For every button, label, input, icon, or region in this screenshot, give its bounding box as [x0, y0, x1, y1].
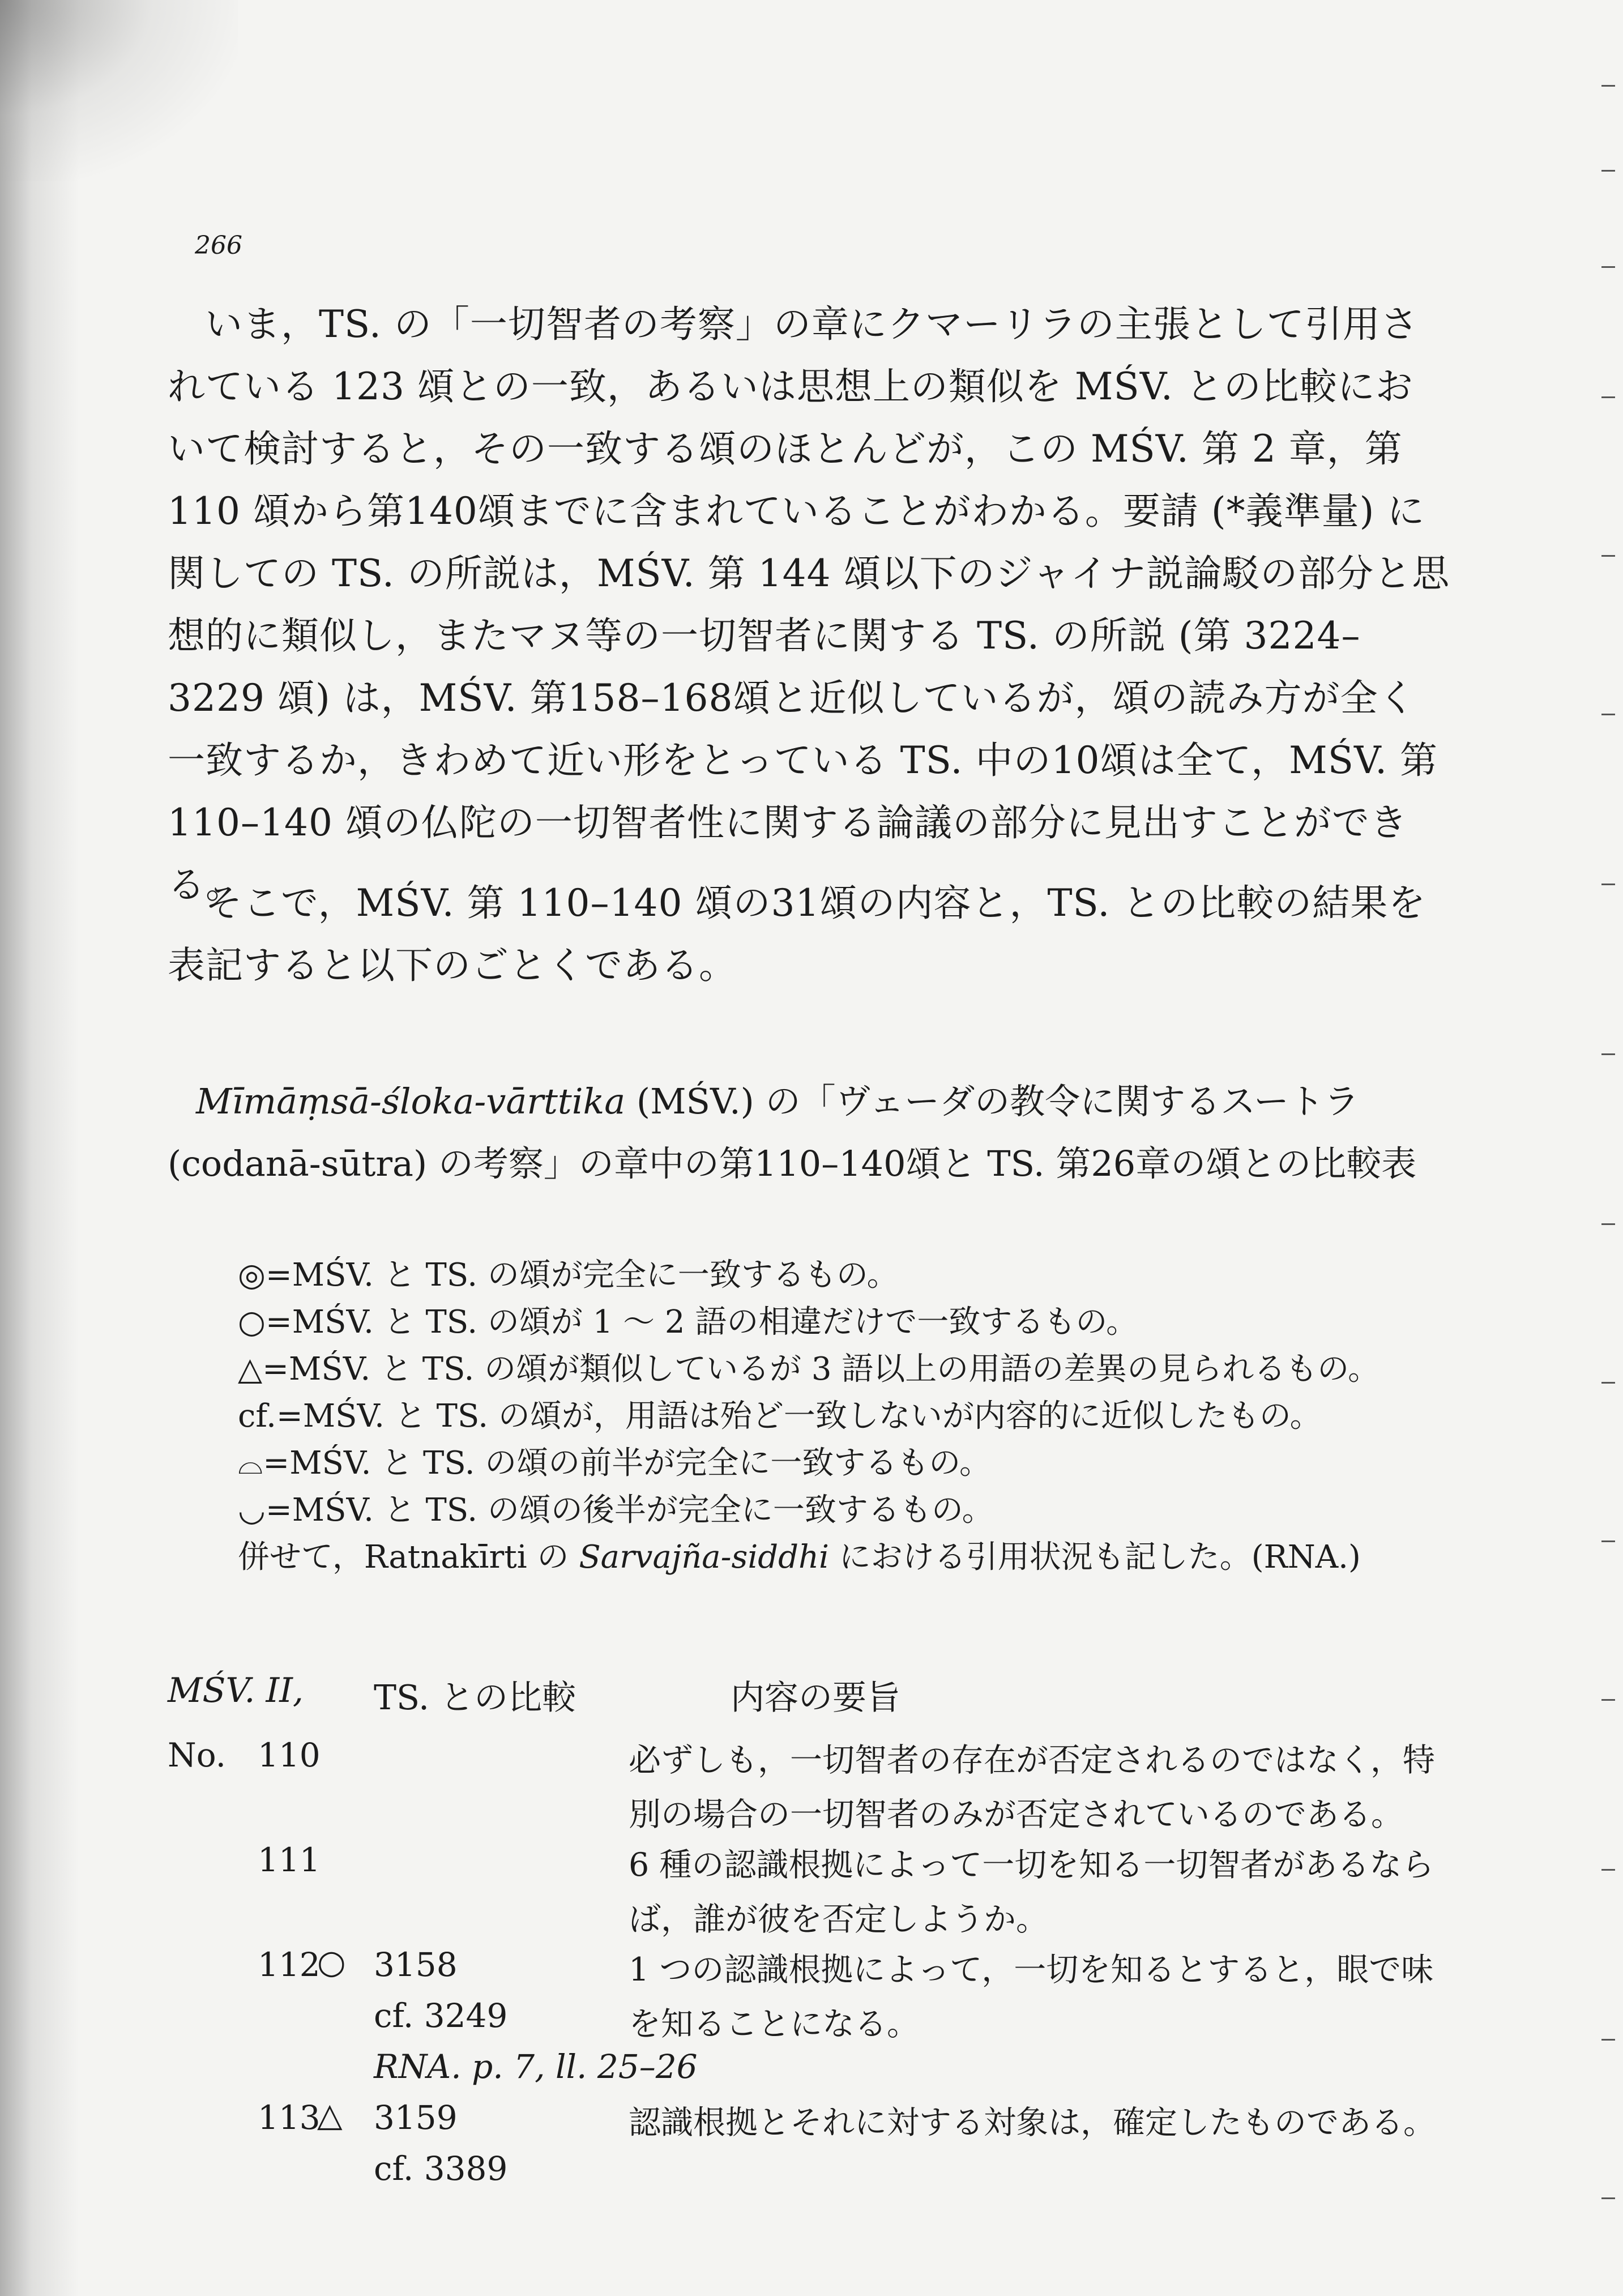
paragraph-1: いま，TS. の「一切智者の考察」の章にクマーリラの主張として引用されている 123 頌との一致，あるいは思想上の類似を MŚV. との比較において検討すると，その一致する頌のほとんどが，この MŚV. 第 2 章，第 110 頌から第140頌までに含まれていることがわかる。要請 (*義準量) に関しての TS. の所説は，MŚV. 第 144 頌以下のジャイナ説論駁の部分と思想的に類似し，またマヌ等の一切智者に関する TS. の所説 (第 3224–3229 頌) は，MŚV. 第158–168頌と近似しているが，頌の読み方が全く一致するか，きわめて近い形をとっている TS. 中の10頌は全て，MŚV. 第 110–140 頌の仏陀の一切智者性に関する論議の部分に見出すことができる。	[168, 302, 1450, 907]
row-113-ts: 3159	[374, 2098, 458, 2137]
circle-icon: ○	[238, 1304, 266, 1341]
triangle-icon: △	[238, 1351, 263, 1388]
right-margin-marks	[1589, 0, 1623, 2296]
legend-item-similar: △=MŚV. と TS. の頌が類似しているが 3 語以上の用語の差異の見られるもの。	[238, 1351, 1380, 1388]
row-113-ts-cf: cf. 3389	[374, 2149, 508, 2188]
row-113-summary: 認識根拠とそれに対する対象は，確定したものである。	[629, 2104, 1436, 2141]
lower-half-circle-icon: ◡	[238, 1492, 266, 1529]
caption-text: (MŚV.) の「ヴェーダの教令に関するスートラ (codanā-sūtra) の考察」の章中の第110–140頌と TS. 第26章の頌との比較表	[168, 1081, 1417, 1184]
legend-item-near-match: ○=MŚV. と TS. の頌が 1 ～ 2 語の相違だけで一致するもの。	[238, 1304, 1138, 1341]
circle-icon: ○	[317, 1943, 346, 1981]
legend-item-second-half: ◡=MŚV. と TS. の頌の後半が完全に一致するもの。	[238, 1492, 994, 1529]
page-number: 266	[195, 231, 242, 260]
row-110-number: 110	[258, 1736, 321, 1774]
legend-item-full-match: ◎=MŚV. と TS. の頌が完全に一致するもの。	[238, 1257, 899, 1294]
header-msv: MŚV. II,	[168, 1671, 304, 1710]
double-circle-icon: ◎	[238, 1257, 266, 1294]
no-label: No.	[168, 1736, 227, 1774]
page-edge-shadow	[0, 0, 79, 2296]
row-112-summary: 1 つの認識根拠によって，一切を知るとすると，眼で味を知ることになる。	[629, 1951, 1434, 2043]
row-112-rna: RNA. p. 7, ll. 25–26	[374, 2047, 698, 2086]
row-113-number: 113	[258, 2098, 321, 2137]
page-corner-shadow	[0, 0, 238, 181]
header-summary: 内容の要旨	[731, 1678, 900, 1718]
table-caption	[168, 1070, 1451, 1195]
cf-label: cf.	[238, 1398, 276, 1435]
legend-note: 併せて，Ratnakīrti の Sarvajña-siddhi における引用状況も記した。(RNA.)	[238, 1539, 1361, 1576]
header-ts: TS. との比較	[374, 1678, 576, 1718]
row-112-ts-cf: cf. 3249	[374, 1996, 508, 2035]
legend-item-cf: cf.=MŚV. と TS. の頌が，用語は殆ど一致しないが内容的に近似したもの。	[238, 1398, 1322, 1435]
legend	[238, 1252, 1461, 1581]
row-112-number: 112	[258, 1945, 321, 1984]
caption-work-title: Mīmāṃsā-śloka-vārttika	[196, 1081, 626, 1122]
row-112-ts: 3158	[374, 1945, 458, 1984]
row-110-summary: 必ずしも，一切智者の存在が否定されるのではなく，特別の場合の一切智者のみが否定されているのである。	[629, 1742, 1435, 1833]
row-111-number: 111	[258, 1841, 321, 1879]
paragraph-2: そこで，MŚV. 第 110–140 頌の31頌の内容と，TS. との比較の結果を表記すると以下のごとくである。	[168, 881, 1426, 987]
legend-item-first-half: ⌓=MŚV. と TS. の頌の前半が完全に一致するもの。	[238, 1445, 992, 1482]
triangle-icon: △	[317, 2096, 343, 2134]
row-111-summary: 6 種の認識根拠によって一切を知る一切智者があるならば，誰が彼を否定しようか。	[629, 1846, 1434, 1938]
upper-half-circle-icon: ⌓	[238, 1445, 263, 1482]
